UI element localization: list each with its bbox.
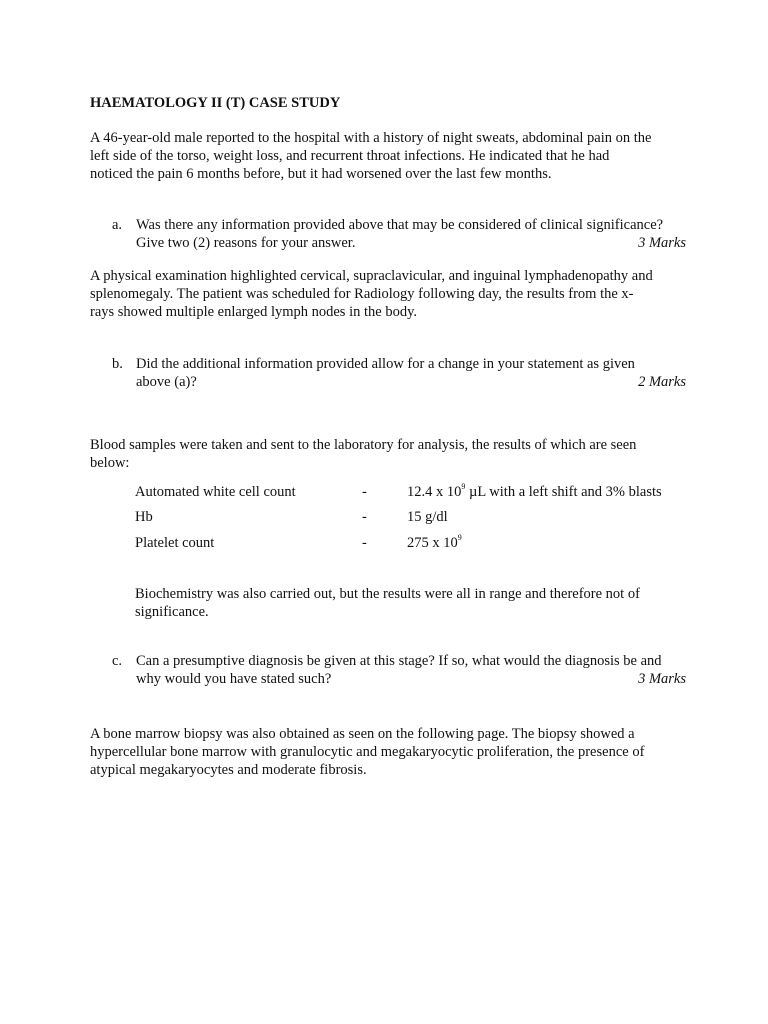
result-dash: - (362, 535, 367, 551)
question-b-line: above (a)? (136, 374, 197, 390)
result-test: Platelet count (135, 535, 215, 551)
document-title: HAEMATOLOGY II (T) CASE STUDY (90, 95, 341, 111)
blood-line: Blood samples were taken and sent to the laboratory for analysis, the results of which are seen (90, 437, 637, 453)
question-b-letter: b. (112, 356, 123, 372)
result-value: 15 g/dl (407, 509, 448, 525)
intro-line: A 46-year-old male reported to the hospital with a history of night sweats, abdominal pain on the (90, 130, 652, 146)
biochem-line: Biochemistry was also carried out, but the results were all in range and therefore not of (135, 586, 640, 602)
biopsy-line: atypical megakaryocytes and moderate fibrosis. (90, 762, 367, 778)
exam-paragraph (90, 267, 686, 321)
question-c-text (136, 652, 686, 688)
result-row (135, 508, 695, 528)
biochem-line: significance. (135, 604, 209, 620)
result-dash: - (362, 484, 367, 500)
question-b-marks: 2 Marks (638, 374, 686, 390)
blood-line: below: (90, 455, 130, 471)
result-row (135, 483, 695, 503)
question-c-letter: c. (112, 653, 123, 669)
exam-line: rays showed multiple enlarged lymph nodes in the body. (90, 304, 418, 320)
biopsy-line: hypercellular bone marrow with granulocytic and megakaryocytic proliferation, the presence of (90, 744, 645, 760)
result-test: Hb (135, 509, 153, 525)
biopsy-line: A bone marrow biopsy was also obtained as seen on the following page. The biopsy showed a (90, 726, 635, 742)
result-test: Automated white cell count (135, 484, 296, 500)
intro-paragraph (90, 129, 686, 183)
question-c-marks: 3 Marks (638, 671, 686, 687)
question-a-line: Was there any information provided above that may be considered of clinical significance? (136, 217, 664, 233)
question-a-letter: a. (112, 217, 123, 233)
question-b-text (136, 355, 686, 391)
question-a-text (136, 216, 686, 252)
result-dash: - (362, 509, 367, 525)
exam-line: splenomegaly. The patient was scheduled for Radiology following day, the results from the x- (90, 286, 634, 302)
intro-line: noticed the pain 6 months before, but it had worsened over the last few months. (90, 166, 552, 182)
result-row (135, 534, 695, 554)
intro-line: left side of the torso, weight loss, and recurrent throat infections. He indicated that he had (90, 148, 610, 164)
result-value: 275 x $10^9$ (407, 533, 462, 551)
result-value: 12.4 x $10^9$ µL with a left shift and 3% blasts (407, 482, 662, 500)
question-c-line: why would you have stated such? (136, 671, 332, 687)
biopsy-paragraph (90, 725, 686, 779)
question-b-line: Did the additional information provided allow for a change in your statement as given (136, 356, 635, 372)
blood-paragraph (90, 436, 686, 472)
question-a-line: Give two (2) reasons for your answer. (136, 235, 356, 251)
question-a-marks: 3 Marks (638, 235, 686, 251)
question-c-line: Can a presumptive diagnosis be given at this stage? If so, what would the diagnosis be and (136, 653, 662, 669)
biochem-paragraph (135, 585, 685, 621)
exam-line: A physical examination highlighted cervical, supraclavicular, and inguinal lymphadenopathy and (90, 268, 653, 284)
